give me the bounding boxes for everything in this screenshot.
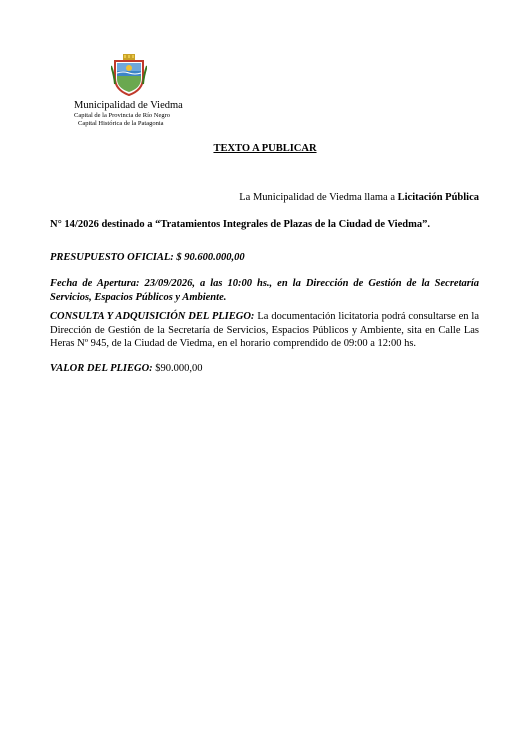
value-label: VALOR DEL PLIEGO: bbox=[50, 363, 153, 374]
consult-text: La documentación licitatoria podrá consultarse en la Dirección de Gestión de la Secretaría de Servicios, Espacios Públicos y Ambiente, sita en Calle Las Heras Nº 945, de la Ciudad de Viedma, en el horario comprendido de 09:00 a 12:00 hs. bbox=[50, 311, 479, 349]
consult-paragraph bbox=[50, 310, 479, 351]
org-subtitle-1: Capital de la Provincia de Río Negro bbox=[74, 112, 171, 119]
header-block bbox=[62, 100, 212, 128]
org-subtitle-2: Capital Histórica de la Patagonia bbox=[78, 120, 164, 127]
intro-bold: Licitación Pública bbox=[397, 192, 479, 203]
budget-line: PRESUPUESTO OFICIAL: $ 90.600.000,00 bbox=[50, 252, 245, 263]
intro-prefix: La Municipalidad de Viedma llama a bbox=[239, 192, 398, 203]
org-name: Municipalidad de Viedma bbox=[74, 100, 183, 111]
municipal-coat-of-arms-icon bbox=[111, 54, 147, 96]
intro-line bbox=[239, 192, 479, 203]
value-paragraph bbox=[50, 362, 479, 376]
opening-date-line: Fecha de Apertura: 23/09/2026, a las 10:00 hs., en la Dirección de Gestión de la Secretaría Servicios, Espacios Públicos y Ambiente. bbox=[50, 278, 479, 303]
tender-number-line: N° 14/2026 destinado a “Tratamientos Integrales de Plazas de la Ciudad de Viedma”. bbox=[50, 219, 430, 230]
page-title: TEXTO A PUBLICAR bbox=[213, 143, 317, 154]
value-text: $90.000,00 bbox=[152, 363, 203, 374]
consult-label: CONSULTA Y ADQUISICIÓN DEL PLIEGO: bbox=[50, 311, 255, 322]
